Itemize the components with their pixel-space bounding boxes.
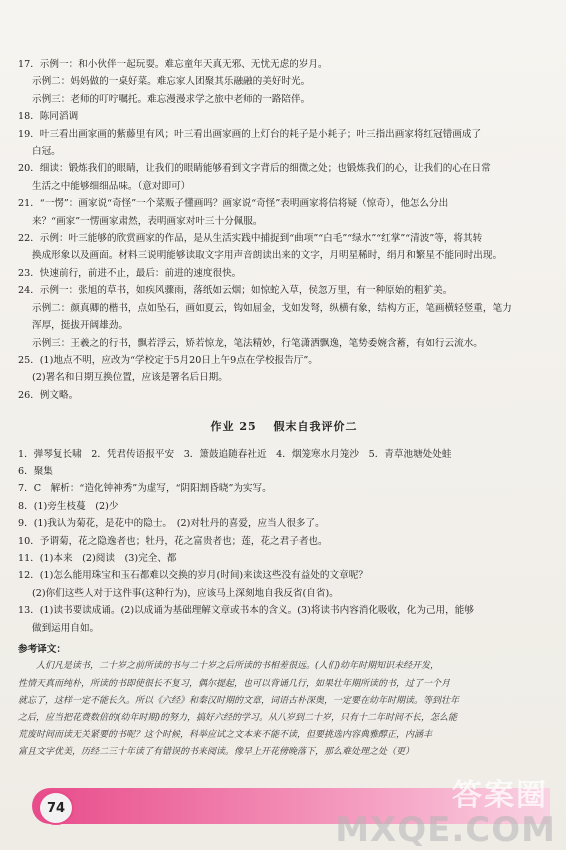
answer-line: 白冠。 (32, 146, 61, 158)
answers-bottom-list (18, 446, 550, 637)
answer-line: 8．(1)旁生枝蔓 (2)少 (18, 500, 119, 512)
answer-line: 9．(1)我认为菊花，是花中的隐士。 (2)对牡丹的喜爱，应当人很多了。 (18, 518, 325, 530)
answer-line: 18．陈同滔调 (18, 111, 79, 123)
answer-line: 25．(1)地点不明，应改为“学校定于5月20日上午9点在学校报告厅”。 (18, 354, 318, 366)
translation-line: 富且文字优美，历经二三十年读了有错误的书来阅读。像早上开花傍晚落下，那么难处理之处（更） (18, 747, 415, 758)
answer-line: 做到运用自如。 (32, 622, 100, 634)
answers-top-list (18, 56, 550, 404)
answer-line: 7．C 解析：“造化钟神秀”为虚写，“阴阳割昏晓”为实写。 (18, 483, 272, 495)
answer-line: 生活之中能够细细品味。（意对即可） (32, 180, 191, 192)
answer-line: 26．例文略。 (18, 389, 79, 401)
answer-line: 浑厚，挺拔开阔雄劲。 (32, 320, 128, 332)
answer-line: 22．示例：叶三能够的欣赏画家的作品，是从生活实践中捕捉到“曲项”“白毛”“绿水”“红掌”“清波”等，将其转 (18, 233, 483, 245)
translation-line: 荒废时间而读无关紧要的书呢？这个时候，科举应试之文本来不能不读，但要挑选内容典雅醇正，内涵丰 (18, 730, 433, 741)
translation-text (18, 658, 550, 761)
translation-line: 之后，应当把花费数倍的(幼年时期)的努力，搞好六经的学习。从八岁到二十岁，只有十二年时间不长，怎么能 (18, 713, 458, 724)
translation-line: 就忘了，这样一定不能长久。所以《六经》和秦汉时期的文章，词语古朴深奥，一定要在幼年时期读。等到壮年 (18, 695, 460, 706)
section-title: 假末自我评价二 (273, 420, 358, 434)
translation-line: 性情天真而纯朴，所读的书即使很长不复习，偶尔提起，也可以背诵几行，如果壮年期所读的书，过了一个月 (18, 678, 451, 689)
section-heading (18, 418, 550, 435)
answer-line: 23．快速前行，前进不止，最后：前进的速度很快。 (18, 267, 242, 279)
answer-line: 换成形象以及画面。材料三说明能够读取文字用声音朗读出来的文字，月明星稀时，绢月和繁星不能同时出现。 (32, 250, 503, 262)
translation-line: 人们凡是读书，二十岁之前所读的书与二十岁之后所读的书相差很远。(人们)幼年时期知识未经开发， (36, 661, 440, 672)
answer-line: 来？“画家”一愣画家肃然，表明画家对叶三十分佩服。 (32, 215, 263, 227)
answer-line: 10．予谓菊，花之隐逸者也；牡丹，花之富贵者也；莲，花之君子者也。 (18, 535, 328, 547)
answer-line: 17．示例一：和小伙伴一起玩耍。难忘童年天真无邪、无忧无虑的岁月。 (18, 59, 328, 70)
watermark-url: MXQE.COM (335, 810, 556, 850)
answer-content (18, 56, 550, 762)
answer-line: 示例二：颜真卿的楷书，点如坠石，画如夏云，钩如屈金，戈如发弩，纵横有象，结构方正，笔画横轻竖重，笔力 (32, 302, 512, 314)
page-number: 74 (38, 791, 74, 825)
answer-line: 示例三：老师的叮咛嘱托。难忘漫漫求学之旅中老师的一路陪伴。 (32, 93, 311, 105)
answer-line: 20．细读：锻炼我们的眼睛，让我们的眼睛能够看到文字背后的细微之处；也锻炼我们的心，让我们的心在日常 (18, 163, 491, 175)
answer-line: 21．“一愣”：画家说“奇怪”一个菜贩子懂画吗？画家说“奇怪”表明画家将信将疑（惊奇），他怎么分出 (18, 198, 449, 210)
answer-line: 13．(1)读书要读成诵。(2)以成诵为基础理解文章或书本的含义。(3)将读书内容消化吸收，化为己用，能够 (18, 605, 474, 617)
answer-line: 24．示例一：张旭的草书，如疾风骤雨，落纸如云烟；如惊蛇入草，侯忽万里，有一种原始的粗犷美。 (18, 285, 453, 297)
watermark-logo: 答案圈 (452, 778, 548, 813)
answer-line: (2)署名和日期互换位置，应该是署名后日期。 (32, 372, 228, 384)
answer-line: 11．(1)本来 (2)阅读 (3)完全、都 (18, 552, 177, 564)
answer-line: (2)你们这些人对于这件事(这种行为)，应该马上深刻地自我反省(自省)。 (32, 587, 339, 599)
reference-label: 参考译文： (18, 644, 66, 655)
answer-line: 12．(1)怎么能用珠宝和玉石都难以交换的岁月(时间)来读这些没有益处的文章呢？ (18, 570, 368, 582)
answer-line: 示例三：王羲之的行书，飘若浮云，矫若惊龙，笔法精妙，行笔潇洒飘逸，笔势委婉含蓄，有如行云流水。 (32, 337, 483, 349)
answer-line: 6．聚集 (18, 465, 53, 477)
answer-line: 示例二：妈妈做的一桌好菜。难忘家人团聚其乐融融的美好时光。 (32, 76, 311, 88)
answer-line: 19．叶三看出画家画的紫藤里有风；叶三看出画家画的上灯台的耗子是小耗子；叶三指出画家将红冠错画成了 (18, 128, 482, 140)
section-label: 作业 25 (210, 420, 257, 434)
answer-line: 1．弹琴复长啸 2．凭君传语报平安 3．箫鼓追随春社近 4．烟笼寒水月笼沙 5．青草池塘处处蛙 (18, 448, 452, 460)
